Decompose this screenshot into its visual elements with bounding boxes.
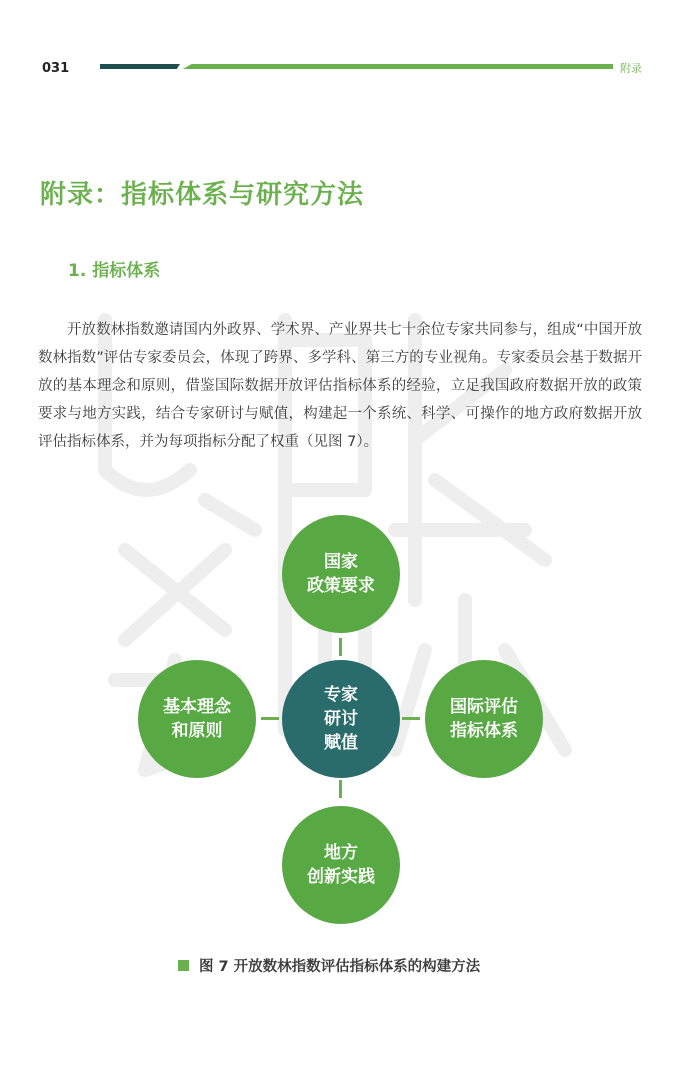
circle-top-line1: 国家 — [324, 552, 358, 572]
header-section-label: 附录 — [620, 62, 642, 75]
circle-bottom — [282, 806, 400, 924]
connector-left — [261, 717, 279, 720]
connector-bottom — [339, 780, 342, 798]
circle-top-line2: 政策要求 — [307, 576, 375, 596]
connector-right — [402, 717, 420, 720]
circle-left — [138, 660, 256, 778]
circle-right-line1: 国际评估 — [450, 697, 518, 717]
circle-center — [282, 660, 400, 778]
figure-caption — [178, 955, 480, 976]
circle-bottom-line2: 创新实践 — [307, 867, 375, 887]
circle-right — [425, 660, 543, 778]
circle-center-line3: 赋值 — [324, 733, 358, 753]
page-number: 031 — [42, 61, 70, 76]
circle-right-line2: 指标体系 — [450, 721, 518, 741]
circle-left-line2: 和原则 — [171, 721, 223, 741]
section-heading: 1. 指标体系 — [68, 261, 161, 281]
header-bar-green — [183, 64, 613, 69]
circle-bottom-line1: 地方 — [324, 843, 358, 863]
circle-center-line2: 研讨 — [324, 709, 358, 729]
page-title: 附录：指标体系与研究方法 — [40, 180, 365, 210]
circle-left-line1: 基本理念 — [163, 697, 231, 717]
circle-top — [282, 515, 400, 633]
connector-top — [339, 638, 342, 656]
caption-text: 图 7 开放数林指数评估指标体系的构建方法 — [199, 959, 481, 975]
caption-square-icon — [178, 960, 189, 971]
body-paragraph: 开放数林指数邀请国内外政界、学术界、产业界共七十余位专家共同参与，组成“中国开放数林指数”评估专家委员会，体现了跨界、多学科、第三方的专业视角。专家委员会基于数据开放的基本理念和原则，借鉴国际数据开放评估指标体系的经验，立足我国政府数据开放的政策要求与地方实践，结合专家研讨与赋值，构建起一个系统、科学、可操作的地方政府数据开放评估指标体系，并为每项指标分配了权重（见图 7）。 — [38, 322, 642, 450]
circle-center-line1: 专家 — [324, 685, 358, 705]
header-bar-dark — [100, 64, 180, 69]
